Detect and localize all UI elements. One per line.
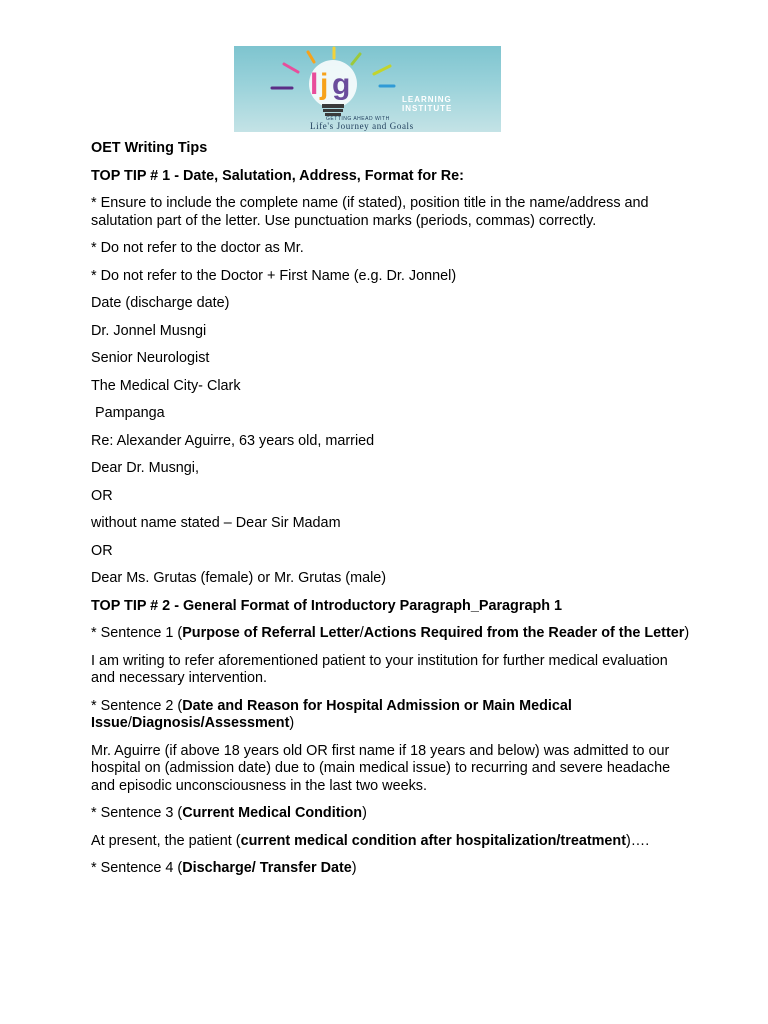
tip1-bullet-3: * Do not refer to the Doctor + First Name (e.g. Dr. Jonnel) <box>91 267 457 284</box>
or-separator-1: OR <box>91 487 113 504</box>
logo-line2: INSTITUTE <box>402 104 453 113</box>
or-separator-2: OR <box>91 542 113 559</box>
document-body <box>91 140 691 888</box>
address-title: Senior Neurologist <box>91 350 210 366</box>
logo-initial-g: g <box>332 68 351 101</box>
sentence-1-heading: * Sentence 1 (Purpose of Referral Letter/Actions Required from the Reader of the Letter) <box>91 625 690 641</box>
tip2-heading: TOP TIP # 2 - General Format of Introductory Paragraph_Paragraph 1 <box>91 597 563 614</box>
logo-line1: LEARNING <box>402 95 452 104</box>
tip1-bullet-2: * Do not refer to the doctor as Mr. <box>91 240 304 256</box>
address-name: Dr. Jonnel Musngi <box>91 322 207 339</box>
tip1-heading: TOP TIP # 1 - Date, Salutation, Address, Format for Re: <box>91 167 464 184</box>
sentence-1-text: I am writing to refer aforementioned patient to your institution for further medical evaluation and necessary intervention. <box>91 652 668 686</box>
salutation-2: without name stated – Dear Sir Madam <box>91 515 341 531</box>
logo-initial-l: l <box>310 68 319 101</box>
date-line: Date (discharge date) <box>91 295 230 311</box>
institute-logo <box>234 46 501 132</box>
sentence-4-heading: * Sentence 4 (Discharge/ Transfer Date) <box>91 860 357 876</box>
tip1-bullet-1: * Ensure to include the complete name (if stated), position title in the name/address and salutation part of the letter. Use punctuation marks (periods, commas) correctly. <box>91 195 649 229</box>
salutation-1: Dear Dr. Musngi, <box>91 460 199 476</box>
document-title: OET Writing Tips <box>91 140 208 156</box>
logo-initial-j: j <box>320 68 329 101</box>
sentence-2-text: Mr. Aguirre (if above 18 years old OR first name if 18 years and below) was admitted to our hospital on (admission date) due to (main medical issue) to recurring and severe headache and episodic unconsciousness in the last two weeks. <box>91 742 671 794</box>
sentence-3-heading: * Sentence 3 (Current Medical Condition) <box>91 805 367 821</box>
salutation-3: Dear Ms. Grutas (female) or Mr. Grutas (male) <box>91 570 387 586</box>
logo-tagline-small: GETTING AHEAD WITH <box>326 116 390 122</box>
address-organization: The Medical City- Clark <box>91 377 241 394</box>
re-line: Re: Alexander Aguirre, 63 years old, married <box>91 432 375 449</box>
sentence-3-text: At present, the patient (current medical condition after hospitalization/treatment)…. <box>91 832 650 849</box>
sentence-2-heading: * Sentence 2 (Date and Reason for Hospital Admission or Main Medical Issue/Diagnosis/Assessment) <box>91 697 572 731</box>
logo-graphic <box>234 46 501 132</box>
address-city: Pampanga <box>91 405 165 421</box>
logo-tagline-main: Life's Journey and Goals <box>310 121 414 131</box>
